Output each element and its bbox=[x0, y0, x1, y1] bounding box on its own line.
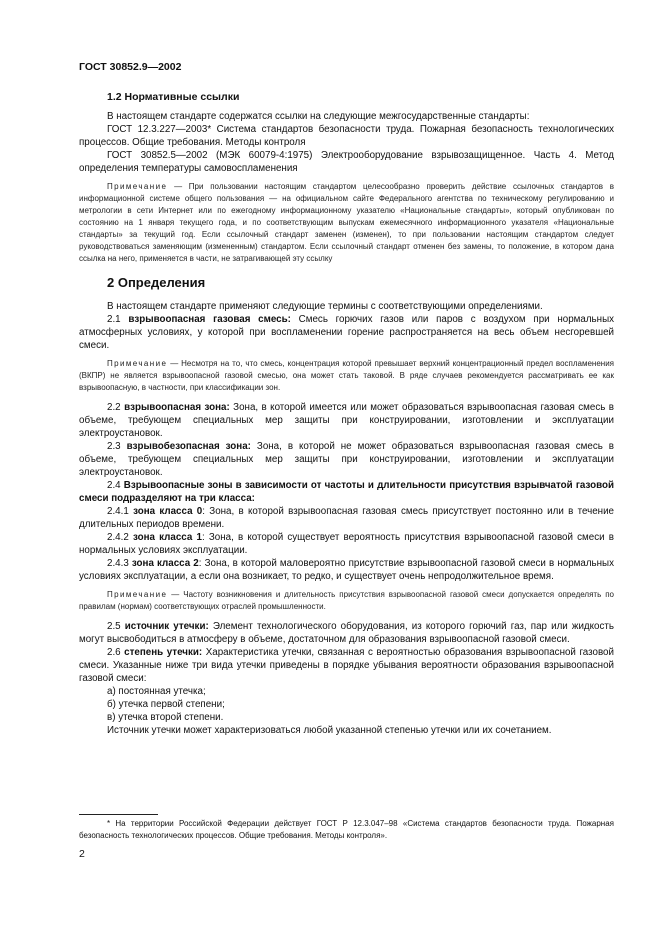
term-definition: : Зона, в которой существует вероятность присутствия взрывоопасной газовой смеси в нормальных условиях эксплуатации. bbox=[79, 532, 614, 556]
section-1-2-intro: В настоящем стандарте содержатся ссылки на следующие межгосударственные стандарты: bbox=[107, 111, 530, 122]
term-definition: : Зона, в которой маловероятно присутствие взрывоопасной газовой смеси в нормальных условиях эксплуатации, а если она возникает, то редко, и существует очень непродолжительное время. bbox=[79, 558, 614, 582]
list-item-b: б) утечка первой степени; bbox=[107, 699, 225, 710]
term-number: 2.3 bbox=[107, 441, 121, 452]
term-name: взрывоопасная газовая смесь: bbox=[128, 314, 291, 325]
term-definition: Смесь горючих газов или паров с воздухом при нормальных атмосферных условиях, у которой при воспламенении горение распространяется на весь объем несгоревшей смеси. bbox=[79, 314, 615, 351]
note-label: Примечание bbox=[107, 590, 168, 599]
footnote-divider bbox=[79, 814, 158, 815]
note-text: — Несмотря на то, что смесь, концентрация которой превышает верхний концентрационный предел воспламенения (ВКПР) не является взрывоопасной газовой смесью, она может стать таковой. В ряде случаев рекомендуется рассматривать ее как взрывоопасную, в частности, при классификации зон. bbox=[79, 359, 614, 392]
note-label: Примечание bbox=[107, 182, 168, 191]
reference-1: ГОСТ 12.3.227—2003* Система стандартов безопасности труда. Пожарная безопасность технологических процессов. Общие требования. Методы контроля bbox=[79, 124, 614, 148]
term-name: зона класса 1 bbox=[132, 532, 202, 543]
page-content bbox=[79, 91, 614, 737]
term-2-4-2 bbox=[79, 531, 614, 557]
term-number: 2.4.2 bbox=[107, 532, 129, 543]
document-header: ГОСТ 30852.9—2002 bbox=[79, 61, 182, 73]
page-number: 2 bbox=[79, 848, 85, 860]
note-label: Примечание bbox=[107, 359, 168, 368]
note-references bbox=[79, 181, 614, 265]
section-2-intro: В настоящем стандарте применяют следующие термины с соответствующими определениями. bbox=[107, 301, 543, 312]
term-2-4-3 bbox=[79, 557, 614, 583]
term-definition: Элемент технологического оборудования, из которого горючий газ, пар или жидкость могут высвободиться в атмосферу в объеме, достаточном для образования взрывоопасной газовой смеси. bbox=[79, 621, 614, 645]
term-number: 2.4 bbox=[107, 480, 121, 491]
term-number: 2.4.1 bbox=[107, 506, 129, 517]
term-number: 2.2 bbox=[107, 402, 121, 413]
note-text: — При пользовании настоящим стандартом целесообразно проверить действие ссылочных стандартов в информационной системе общего пользования — на официальном сайте Федерального агентства по техническому регулированию и метрологии в сети Интернет или по ежегодному информационному указателю «Национальные стандарты», который опубликован по состоянию на 1 января текущего года, и по соответствующим выпускам ежемесячного информационного указателя «Национальные стандарты» за текущий год. Если ссылочный стандарт заменен (изменен), то при пользовании настоящим стандартом следует руководствоваться заменяющим (измененным) стандартом. Если ссылочный стандарт отменен без замены, то положение, в котором дана ссылка на него, применяется в части, не затрагивающей эту ссылку bbox=[79, 182, 614, 263]
note-2-4 bbox=[79, 589, 614, 613]
term-name: взрывоопасная зона: bbox=[124, 402, 230, 413]
term-2-3 bbox=[79, 440, 614, 479]
term-name: степень утечки: bbox=[124, 647, 203, 658]
term-definition: Зона, в которой имеется или может образоваться взрывоопасная газовая смесь в объеме, требующем специальных мер защиты при конструировании, изготовлении и эксплуатации электроустановок. bbox=[79, 402, 614, 439]
note-text: — Частоту возникновения и длительность присутствия взрывоопасной газовой смеси допускается определять по правилам (нормам) соответствующих отраслей промышленности. bbox=[79, 590, 614, 611]
term-number: 2.4.3 bbox=[107, 558, 129, 569]
term-2-2 bbox=[79, 401, 614, 440]
term-2-6 bbox=[79, 646, 614, 685]
note-2-1 bbox=[79, 358, 614, 394]
term-heading: Взрывоопасные зоны в зависимости от частоты и длительности присутствия взрывчатой газовой смеси подразделяют на три класса: bbox=[79, 480, 614, 504]
term-definition: Зона, в которой не может образоваться взрывоопасная газовая смесь в объеме, требующем специальных мер защиты при конструировании, изготовлении и эксплуатации электроустановок. bbox=[79, 441, 614, 478]
section-1-2-title: 1.2 Нормативные ссылки bbox=[107, 91, 240, 103]
footnote: * На территории Российской Федерации действует ГОСТ Р 12.3.047–98 «Система стандартов безопасности труда. Пожарная безопасность технологических процессов. Общие требования. Методы контроля». bbox=[79, 819, 614, 840]
term-number: 2.6 bbox=[107, 647, 121, 658]
term-number: 2.5 bbox=[107, 621, 121, 632]
term-name: источник утечки: bbox=[124, 621, 209, 632]
reference-2: ГОСТ 30852.5—2002 (МЭК 60079-4:1975) Электрооборудование взрывозащищенное. Часть 4. Метод определения температуры самовоспламенения bbox=[79, 150, 614, 174]
closing-paragraph: Источник утечки может характеризоваться любой указанной степенью утечки или их сочетанием. bbox=[107, 725, 552, 736]
term-2-4-1 bbox=[79, 505, 614, 531]
term-definition: Характеристика утечки, связанная с вероятностью образования взрывоопасной газовой смеси. Указанные ниже три вида утечки приведены в порядке убывания вероятности образования взрывоопасной газовой смеси: bbox=[79, 647, 614, 684]
term-2-5 bbox=[79, 620, 614, 646]
section-2-title: 2 Определения bbox=[107, 275, 206, 290]
term-definition: : Зона, в которой взрывоопасная газовая смесь присутствует постоянно или в течение длительных периодов времени. bbox=[79, 506, 614, 530]
term-name: зона класса 2 bbox=[131, 558, 199, 569]
term-name: зона класса 0 bbox=[133, 506, 203, 517]
term-2-1 bbox=[79, 313, 614, 352]
term-number: 2.1 bbox=[107, 314, 121, 325]
list-item-c: в) утечка второй степени. bbox=[107, 712, 224, 723]
term-2-4 bbox=[79, 479, 614, 505]
term-name: взрывобезопасная зона: bbox=[126, 441, 251, 452]
list-item-a: а) постоянная утечка; bbox=[107, 686, 206, 697]
